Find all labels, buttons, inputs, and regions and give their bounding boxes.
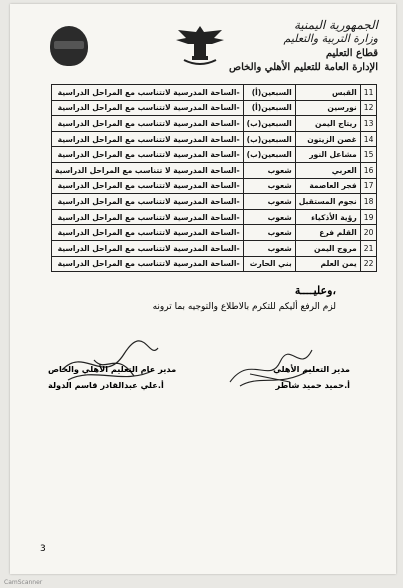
cell-num: 14 [360, 131, 377, 147]
table-row [52, 209, 377, 225]
cell-school: مروج اليمن [295, 240, 360, 256]
cell-note: -الساحة المدرسية لاتتناسب مع المراحل الدراسية [52, 194, 244, 210]
department-title: الإدارة العامة للتعليم الأهلي والخاص [229, 62, 378, 73]
cell-school: ريتاج اليمن [295, 116, 360, 132]
table-row [52, 85, 377, 101]
cell-note: -الساحة المدرسية لاتتناسب مع المراحل الدراسية [52, 240, 244, 256]
cell-school: مشاعل النور [295, 147, 360, 163]
cell-note: -الساحة المدرسية لاتتناسب مع المراحل الدراسية [52, 256, 244, 272]
cell-area: بني الحارث [243, 256, 295, 272]
table-row [52, 147, 377, 163]
table-row [52, 240, 377, 256]
cell-note: -الساحة المدرسية لاتتناسب مع المراحل الدراسية [52, 100, 244, 116]
table-row [52, 256, 377, 272]
table-row [52, 162, 377, 178]
cell-note: -الساحة المدرسية لاتتناسب مع المراحل الدراسية [52, 85, 244, 101]
closing-greeting: وعليــــة، [294, 284, 336, 297]
cell-school: رؤية الأذكياء [295, 209, 360, 225]
cell-note: -الساحة المدرسية لاتتناسب مع المراحل الدراسية [52, 209, 244, 225]
cell-school: نورسين [295, 100, 360, 116]
cell-num: 19 [360, 209, 377, 225]
cell-school: فجر العاصمة [295, 178, 360, 194]
cell-area: شعوب [243, 162, 295, 178]
cell-note: -الساحة المدرسية لاتتناسب مع المراحل الدراسية [52, 178, 244, 194]
cell-area: شعوب [243, 240, 295, 256]
cell-num: 21 [360, 240, 377, 256]
ministry-seal-icon [50, 26, 88, 66]
cell-area: السبعين(ب) [243, 116, 295, 132]
right-signature-title: مدير التعليم الأهلي [273, 364, 350, 374]
cell-school: القلم فرع [295, 225, 360, 241]
cell-num: 11 [360, 85, 377, 101]
cell-area: السبعين(ب) [243, 147, 295, 163]
cell-school: نجوم المستقبل [295, 194, 360, 210]
cell-num: 22 [360, 256, 377, 272]
table-row [52, 225, 377, 241]
cell-num: 20 [360, 225, 377, 241]
page-number: 3 [40, 544, 46, 554]
cell-school: غصن الزيتون [295, 131, 360, 147]
cell-num: 15 [360, 147, 377, 163]
table-row [52, 116, 377, 132]
republic-eagle-emblem-icon [172, 22, 228, 66]
table-row [52, 194, 377, 210]
cell-note: -الساحة المدرسية لاتتناسب مع المراحل الدراسية [52, 116, 244, 132]
cell-area: شعوب [243, 225, 295, 241]
closing-text: لزم الرفع أليكم للتكرم بالاطلاع والتوجيه بما ترونه [152, 302, 336, 312]
cell-area: السبعين(أ) [243, 100, 295, 116]
cell-num: 13 [360, 116, 377, 132]
left-signature-title: مدير عام التعليم الأهلي والخاص [48, 364, 177, 374]
table-row [52, 100, 377, 116]
cell-area: السبعين(ب) [243, 131, 295, 147]
cell-note: -الساحة المدرسية لاتتناسب مع المراحل الدراسية [52, 147, 244, 163]
schools-table [51, 84, 377, 272]
cell-area: شعوب [243, 209, 295, 225]
left-signature-name: أ.علي عبدالقادر قاسم الدولة [48, 380, 164, 390]
cell-num: 17 [360, 178, 377, 194]
cell-school: يمن العلم [295, 256, 360, 272]
table-row [52, 131, 377, 147]
sector-title: قطاع التعليم [325, 48, 378, 59]
cell-note: -الساحة المدرسية لا تتناسب مع المراحل الدراسية [52, 162, 244, 178]
document-page [10, 4, 396, 574]
scanner-watermark: CamScanner [4, 579, 43, 586]
cell-school: العربي [295, 162, 360, 178]
cell-note: -الساحة المدرسية لاتتناسب مع المراحل الدراسية [52, 225, 244, 241]
cell-num: 16 [360, 162, 377, 178]
cell-note: -الساحة المدرسية لاتتناسب مع المراحل الدراسية [52, 131, 244, 147]
right-signature-name: أ.حميد حميد شاطر [275, 380, 350, 390]
cell-area: السبعين(أ) [243, 85, 295, 101]
cell-num: 18 [360, 194, 377, 210]
cell-school: القبس [295, 85, 360, 101]
republic-title: الجمهورية اليمنية [293, 18, 378, 32]
cell-area: شعوب [243, 194, 295, 210]
table-row [52, 178, 377, 194]
cell-area: شعوب [243, 178, 295, 194]
cell-num: 12 [360, 100, 377, 116]
ministry-title: وزارة التربية والتعليم [283, 32, 378, 45]
